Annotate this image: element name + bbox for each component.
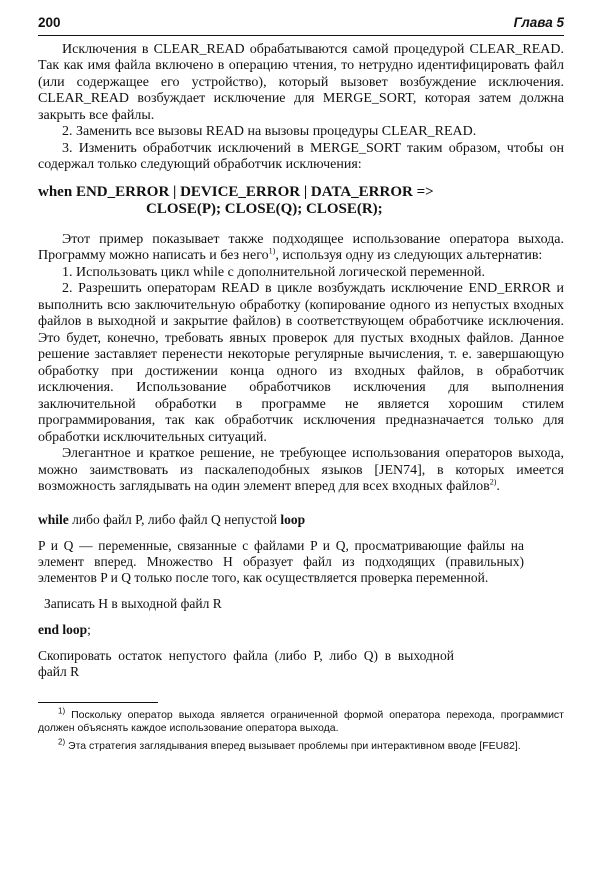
paragraph-step-3: 3. Изменить обработчик исключений в MERGE_SORT таким образом, чтобы он содержал только следующий обработчик исключения: <box>38 140 564 172</box>
alternative-2: 2. Разрешить операторам READ в цикле возбуждать исключение END_ERROR и выполнить всю заключительную обработку (копирование одного из непустых входных файлов в выходной и закрытие файлов) в соответствующем обработчике исключения. Это будет, конечно, требовать явных проверок для пустых входных файлов. Данное решение заставляет перенести некоторые регулярные вычисления, т. е. завершающую обработку при достижении конца одного из входных файлов, в обработчик исключения. Использование обработчиков исключения для выполнения заключительной обработки в программе не является хорошим стилем программирования, так как обработчик исключения предназначается только для обработки исключительных ситуаций. <box>38 281 564 445</box>
footnote-1-text: Поскольку оператор выхода является ограниченной формой оператора перехода, программист должен объяснять каждое использование оператора выхода. <box>38 708 564 734</box>
chapter-title: Глава 5 <box>513 15 564 30</box>
running-header <box>38 15 564 36</box>
footnote-1-mark: 1) <box>58 706 66 715</box>
pseudo-keyword-loop: loop <box>280 511 306 527</box>
pseudo-end-loop <box>38 622 564 638</box>
footnote-2 <box>38 737 564 754</box>
pseudo-copy-line: Скопировать остаток непустого файла (либо P, либо Q) в выходной файл R <box>38 647 454 679</box>
code-line-1 <box>38 184 564 201</box>
pseudo-keyword-while: while <box>38 511 69 527</box>
footnote-2-mark: 2) <box>58 737 66 746</box>
paragraph-elegant-solution <box>38 446 564 496</box>
pseudo-keyword-end-loop: end loop <box>38 621 88 637</box>
code-exceptions: END_ERROR | DEVICE_ERROR | DATA_ERROR => <box>75 183 434 200</box>
paragraph-elegant-solution-text: Элегантное и краткое решение, не требующее использования операторов выхода, можно заимствовать из паскалеподобных языков [JEN74], в которых имеется возможность заглядывать на один элемент вперед для всех входных файлов <box>38 446 564 494</box>
paragraph-elegant-solution-tail: . <box>496 479 500 494</box>
footnote-divider <box>38 702 158 703</box>
code-line-2: CLOSE(P); CLOSE(Q); CLOSE(R); <box>146 200 383 217</box>
page-number: 200 <box>38 15 61 30</box>
paragraph-step-2: 2. Заменить все вызовы READ на вызовы процедуры CLEAR_READ. <box>62 124 477 139</box>
paragraph-exit-example-tail: , используя одну из следующих альтернатив: <box>275 248 543 263</box>
footnote-2-text: Эта стратегия заглядывания вперед вызывает проблемы при интерактивном вводе [FEU82]. <box>68 739 521 752</box>
pseudo-end-semicolon: ; <box>87 621 91 637</box>
footnote-ref-2: 2) <box>489 477 497 487</box>
pseudo-write-line: Записать H в выходной файл R <box>44 595 222 611</box>
alternative-1: 1. Использовать цикл while с дополнительной логической переменной. <box>62 264 486 280</box>
pseudocode-block <box>38 512 564 680</box>
paragraph-exit-example <box>38 232 564 265</box>
pseudo-condition: либо файл P, либо файл Q непустой <box>68 511 281 527</box>
pseudo-while-line <box>38 512 564 528</box>
footnote-ref-1: 1) <box>268 246 276 256</box>
footnote-1 <box>38 706 564 736</box>
exception-handler-code <box>38 184 564 218</box>
pseudo-body: P и Q — переменные, связанные с файлами P и Q, просматривающие файлы на элемент вперед. Множество H образует файл из подходящих (правильных) элементов P и Q только после того, как осуществляется проверка переменной. <box>38 537 524 585</box>
paragraph-exit-example-text: Этот пример показывает также подходящее использование оператора выхода. Программу можно написать и без него <box>38 231 564 263</box>
paragraph-clear-read: Исключения в CLEAR_READ обрабатываются самой процедурой CLEAR_READ. Так как имя файла включено в операцию чтения, то нетрудно идентифицировать файл (или содержащее его устройство), который вызовет возбуждение исключения. CLEAR_READ возбуждает исключение для MERGE_SORT, которая затем должна закрыть все файлы. <box>38 41 564 123</box>
code-keyword-when: when <box>38 183 73 200</box>
